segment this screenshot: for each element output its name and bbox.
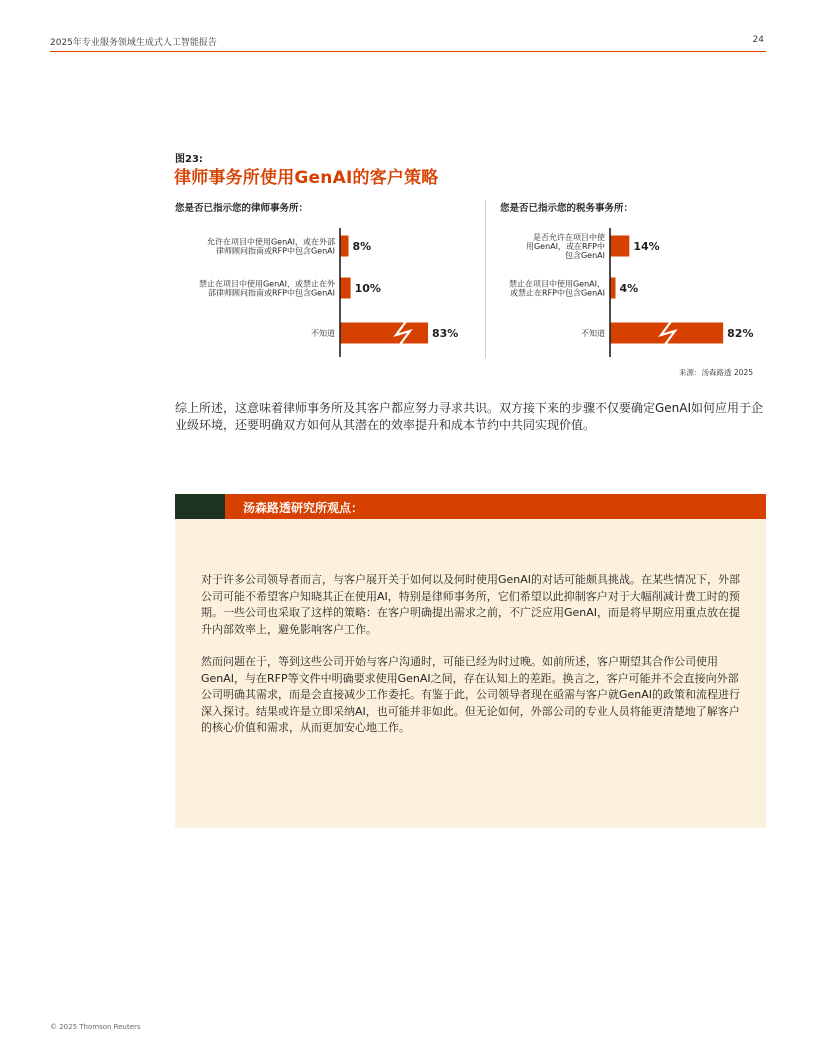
law-firm-category-label: 部律师顾问指南或RFP中包含GenAI: [207, 288, 335, 298]
law-firm-bar: [340, 236, 348, 257]
law-firm-category-label: 律师顾问指南或RFP中包含GenAI: [215, 246, 335, 256]
tax-firm-bar: [610, 236, 629, 257]
law-firm-category-label: 允许在项目中使用GenAI，或在外部: [206, 237, 335, 247]
law-firm-chart-plot: [175, 200, 475, 365]
summary-paragraph: 综上所述，这意味着律师事务所及其客户都应努力寻求共识。双方接下来的步骤不仅要确定GenAI如何应用于企业级环境，还要明确双方如何从其潜在的效率提升和成本节约中共同实现价值。: [175, 401, 764, 432]
law-firm-category-label: 禁止在项目中使用GenAI，或禁止在外: [198, 279, 335, 289]
insight-paragraph: 对于许多公司领导者而言，与客户展开关于如何以及何时使用GenAI的对话可能颇具挑战。在某些情况下，外部公司可能不希望客户知晓其正在使用AI，特别是律师事务所，它们希望以此抑制客户对于大幅削减计费工时的预期。一些公司也采取了这样的策略：在客户明确提出需求之前，不广泛应用GenAI，而是将早期应用重点放在提升内部效率上，避免影响客户工作。: [201, 573, 741, 636]
tax-firm-category-label: 不知道: [581, 329, 605, 338]
law-firm-chart: [175, 200, 475, 365]
tax-firm-chart: [500, 200, 766, 365]
law-firm-value-label: 83%: [431, 327, 459, 340]
law-firm-bar: [340, 278, 351, 299]
tax-firm-bar: [610, 278, 616, 299]
footer-copyright: © 2025 Thomson Reuters: [50, 1023, 141, 1031]
figure-label: 图23:: [175, 154, 203, 165]
tax-firm-value-label: 82%: [727, 327, 754, 340]
tax-firm-category-label: 用GenAI，或在RFP中: [525, 242, 605, 251]
header-rule: [50, 51, 766, 52]
law-firm-value-label: 8%: [352, 240, 372, 253]
law-firm-bar: [340, 323, 428, 344]
tax-firm-category-label: 是否允许在项目中使: [533, 233, 605, 242]
tax-firm-category-label: 禁止在项目中使用GenAI，: [508, 279, 605, 289]
insight-body: [201, 572, 744, 737]
tax-firm-category-label: 包含GenAI: [564, 251, 605, 260]
tax-firm-value-label: 4%: [619, 282, 639, 295]
insight-header-bar: [175, 494, 766, 519]
page-header-title: 2025年专业服务领域生成式人工智能报告: [50, 38, 217, 48]
chart-panel-divider: [485, 200, 486, 358]
tax-firm-chart-plot: [500, 200, 766, 365]
tax-firm-category-label: 或禁止在RFP中包含GenAI: [509, 288, 605, 298]
page-number: 24: [752, 35, 764, 45]
law-firm-category-label: 不知道: [311, 329, 335, 338]
insight-paragraph: 然而问题在于，等到这些公司开始与客户沟通时，可能已经为时过晚。如前所述，客户期望其合作公司使用GenAI，与在RFP等文件中明确要求使用GenAI之间，存在认知上的差距。换言之，客户可能并不会直接向外部公司明确其需求，而是会直接减少工作委托。有鉴于此，公司领导者现在亟需与客户就GenAI的政策和流程进行深入探讨。结果或许是立即采纳AI，也可能并非如此。但无论如何，外部公司的专业人员将能更清楚地了解客户的核心价值和需求，从而更加安心地工作。: [201, 655, 741, 734]
law-firm-value-label: 10%: [354, 282, 381, 295]
tax-firm-value-label: 14%: [633, 240, 660, 253]
figure-title: 律师事务所使用GenAI的客户策略: [174, 168, 439, 188]
law-firm-chart-question: 您是否已指示您的律师事务所：: [175, 203, 309, 214]
chart-source: 来源：汤森路透 2025: [679, 368, 753, 377]
insight-header-accent: [175, 494, 225, 519]
insight-box: [175, 494, 766, 828]
insight-title: 汤森路透研究所观点：: [243, 501, 364, 515]
tax-firm-chart-question: 您是否已指示您的税务事务所：: [500, 203, 634, 214]
